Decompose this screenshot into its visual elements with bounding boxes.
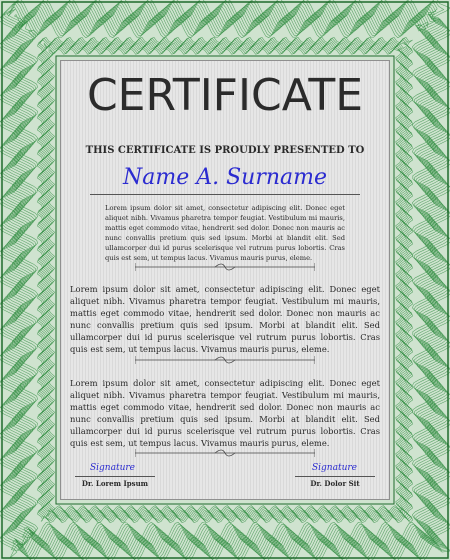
signature-right-line [295, 476, 375, 477]
signature-right-script: Signature [312, 463, 358, 473]
name-underline [90, 194, 360, 195]
signature-left-line [75, 476, 155, 477]
body-paragraph-2: Lorem ipsum dolor sit amet, consectetur adipiscing elit. Donec eget aliquet nibh. Vivamus pharetra tempor feugiat. Vestibulum mi mauris, mattis eget commodo vitae, hendrerit sed dolor. Donec non mauris ac nunc convallis pretium quis sed ipsum. Morbi at blandit elit. Sed ullamcorper dui id purus scelerisque vel rutrum purus lobortis. Cras quis est sem, ut tempus lacus. Vivamus mauris purus, eleme. [70, 378, 380, 448]
recipient-name: Name A. Surname [122, 165, 328, 190]
certificate-title: CERTIFICATE [86, 70, 364, 121]
intro-paragraph: Lorem ipsum dolor sit amet, consectetur adipiscing elit. Donec eget aliquet nibh. Vivamus pharetra tempor feugiat. Vestibulum mi mauris, mattis eget commodo vitae, hendrerit sed dolor. Donec non mauris ac nunc convallis pretium quis sed ipsum. Morbi at blandit elit. Sed ullamcorper dui id purus scelerisque vel rutrum purus lobortis. Cras quis est sem, ut tempus lacus. Vivamus mauris purus, eleme. [105, 204, 345, 262]
body-paragraph-1: Lorem ipsum dolor sit amet, consectetur adipiscing elit. Donec eget aliquet nibh. Vivamus pharetra tempor feugiat. Vestibulum mi mauris, mattis eget commodo vitae, hendrerit sed dolor. Donec non mauris ac nunc convallis pretium quis sed ipsum. Morbi at blandit elit. Sed ullamcorper dui id purus scelerisque vel rutrum purus lobortis. Cras quis est sem, ut tempus lacus. Vivamus mauris purus, eleme. [70, 284, 380, 354]
ornament-divider-2 [135, 355, 315, 365]
signature-left-script: Signature [90, 463, 136, 473]
ornament-divider-1 [135, 262, 315, 272]
ornament-divider-3 [135, 448, 315, 458]
signature-left-name: Dr. Lorem Ipsum [81, 479, 149, 488]
presented-to-line: THIS CERTIFICATE IS PROUDLY PRESENTED TO [85, 145, 365, 156]
signature-right-name: Dr. Dolor Sit [310, 479, 360, 488]
